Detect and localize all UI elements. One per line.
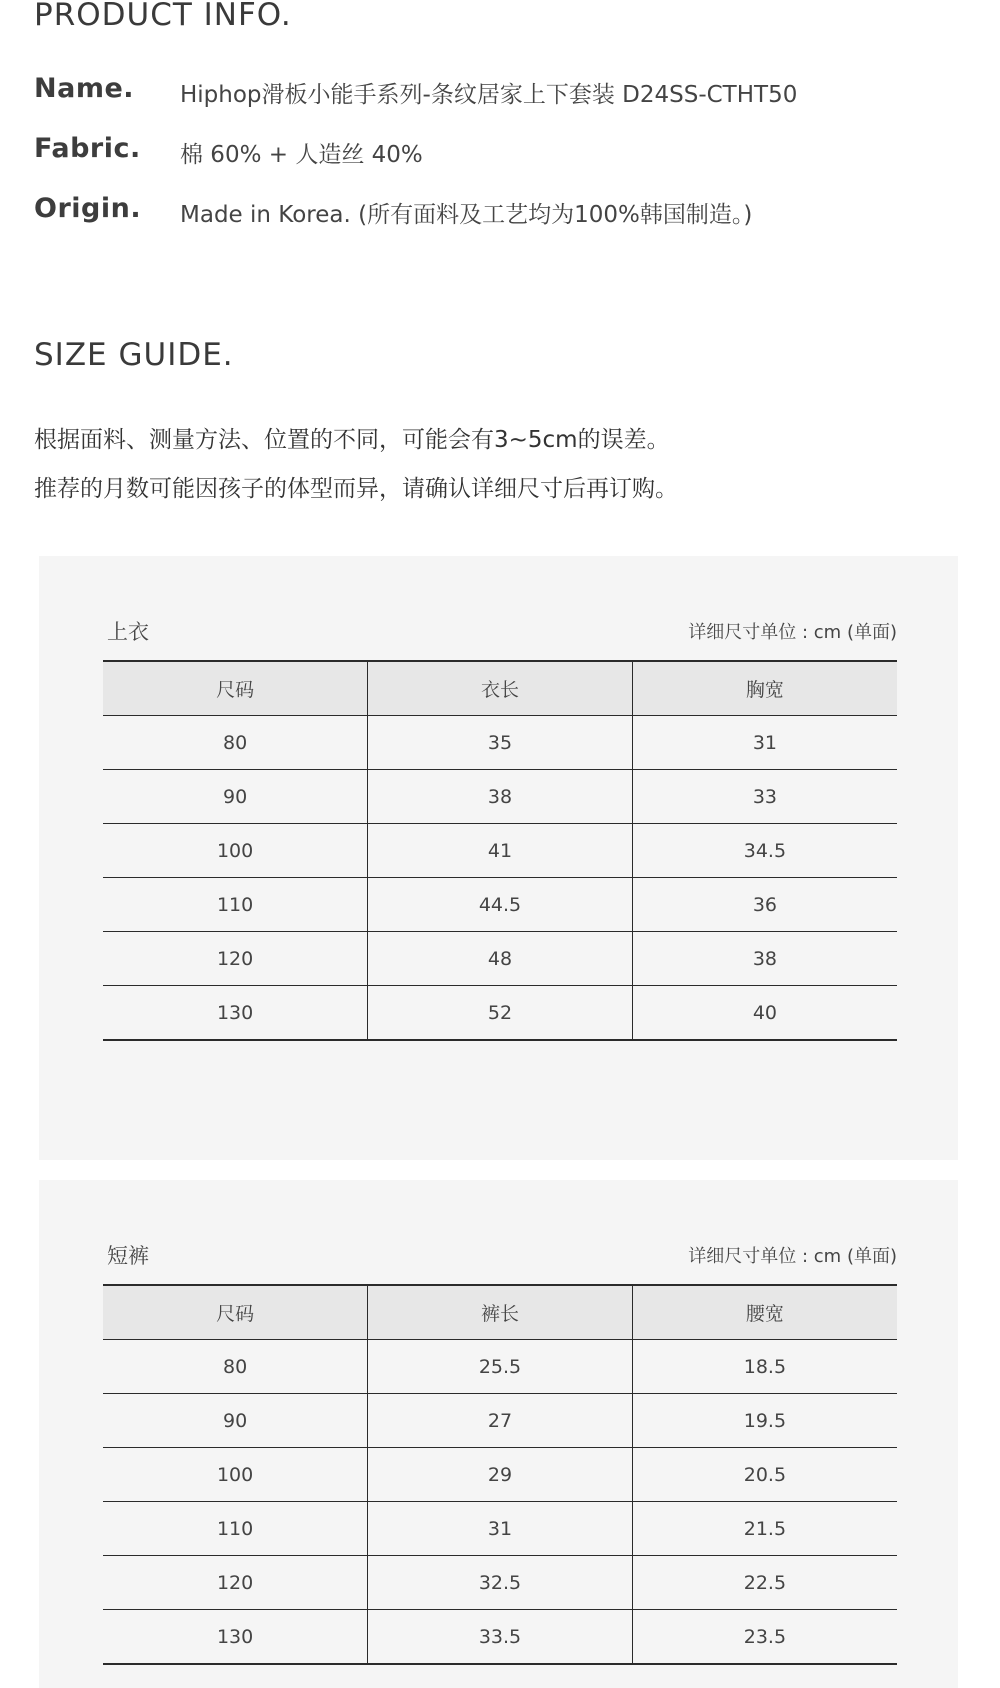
table-row [103, 770, 897, 824]
cell-chest: 34.5 [632, 824, 897, 878]
cell-size: 110 [103, 1502, 368, 1556]
info-label-name: Name. [34, 73, 135, 104]
cell-chest: 31 [632, 716, 897, 770]
header-chest: 胸宽 [632, 661, 897, 716]
info-value-origin: Made in Korea. (所有面料及工艺均为100%韩国制造。) [180, 202, 753, 228]
cell-pants-length: 29 [368, 1448, 633, 1502]
cell-size: 100 [103, 1448, 368, 1502]
cell-size: 110 [103, 878, 368, 932]
size-note-1: 根据面料、测量方法、位置的不同，可能会有3~5cm的误差。 [34, 427, 670, 453]
cell-length: 48 [368, 932, 633, 986]
table-row [103, 1448, 897, 1502]
cell-length: 35 [368, 716, 633, 770]
table-row [103, 1556, 897, 1610]
top-size-table [103, 660, 897, 1041]
header-length: 衣长 [368, 661, 633, 716]
table-header-row [103, 661, 897, 716]
shorts-table-unit: 详细尺寸单位 : cm (单面) [688, 1246, 897, 1267]
cell-chest: 38 [632, 932, 897, 986]
cell-length: 52 [368, 986, 633, 1041]
info-row-name [34, 73, 934, 113]
cell-pants-length: 33.5 [368, 1610, 633, 1665]
table-row [103, 824, 897, 878]
table-row [103, 1610, 897, 1665]
cell-size: 80 [103, 716, 368, 770]
table-row [103, 716, 897, 770]
cell-waist: 22.5 [632, 1556, 897, 1610]
cell-pants-length: 31 [368, 1502, 633, 1556]
top-size-panel [39, 556, 958, 1160]
cell-size: 130 [103, 986, 368, 1041]
table-row [103, 1394, 897, 1448]
header-pants-length: 裤长 [368, 1285, 633, 1340]
table-header-row [103, 1285, 897, 1340]
size-note-2: 推荐的月数可能因孩子的体型而异，请确认详细尺寸后再订购。 [34, 476, 678, 502]
cell-waist: 18.5 [632, 1340, 897, 1394]
info-label-fabric: Fabric. [34, 133, 141, 164]
cell-size: 120 [103, 1556, 368, 1610]
cell-size: 130 [103, 1610, 368, 1665]
cell-waist: 20.5 [632, 1448, 897, 1502]
table-row [103, 1340, 897, 1394]
shorts-size-panel [39, 1180, 958, 1688]
top-table-caption: 上衣 [107, 620, 149, 644]
cell-size: 80 [103, 1340, 368, 1394]
header-size: 尺码 [103, 1285, 368, 1340]
cell-waist: 19.5 [632, 1394, 897, 1448]
cell-size: 90 [103, 770, 368, 824]
cell-size: 100 [103, 824, 368, 878]
cell-pants-length: 32.5 [368, 1556, 633, 1610]
cell-size: 120 [103, 932, 368, 986]
size-guide-title: SIZE GUIDE. [34, 337, 234, 373]
cell-pants-length: 27 [368, 1394, 633, 1448]
table-row [103, 878, 897, 932]
info-row-origin [34, 193, 934, 233]
cell-length: 44.5 [368, 878, 633, 932]
header-size: 尺码 [103, 661, 368, 716]
shorts-size-table [103, 1284, 897, 1665]
table-row [103, 1502, 897, 1556]
cell-chest: 36 [632, 878, 897, 932]
cell-waist: 21.5 [632, 1502, 897, 1556]
info-value-fabric: 棉 60% + 人造丝 40% [180, 142, 423, 168]
cell-waist: 23.5 [632, 1610, 897, 1665]
table-row [103, 986, 897, 1041]
top-table-unit: 详细尺寸单位 : cm (单面) [688, 622, 897, 643]
cell-length: 41 [368, 824, 633, 878]
info-value-name: Hiphop滑板小能手系列-条纹居家上下套装 D24SS-CTHT50 [180, 82, 798, 108]
cell-pants-length: 25.5 [368, 1340, 633, 1394]
info-label-origin: Origin. [34, 193, 142, 224]
cell-chest: 40 [632, 986, 897, 1041]
shorts-table-caption: 短裤 [107, 1244, 149, 1268]
header-waist: 腰宽 [632, 1285, 897, 1340]
table-row [103, 932, 897, 986]
cell-size: 90 [103, 1394, 368, 1448]
cell-length: 38 [368, 770, 633, 824]
info-row-fabric [34, 133, 934, 173]
product-info-title: PRODUCT INFO. [34, 0, 292, 33]
cell-chest: 33 [632, 770, 897, 824]
